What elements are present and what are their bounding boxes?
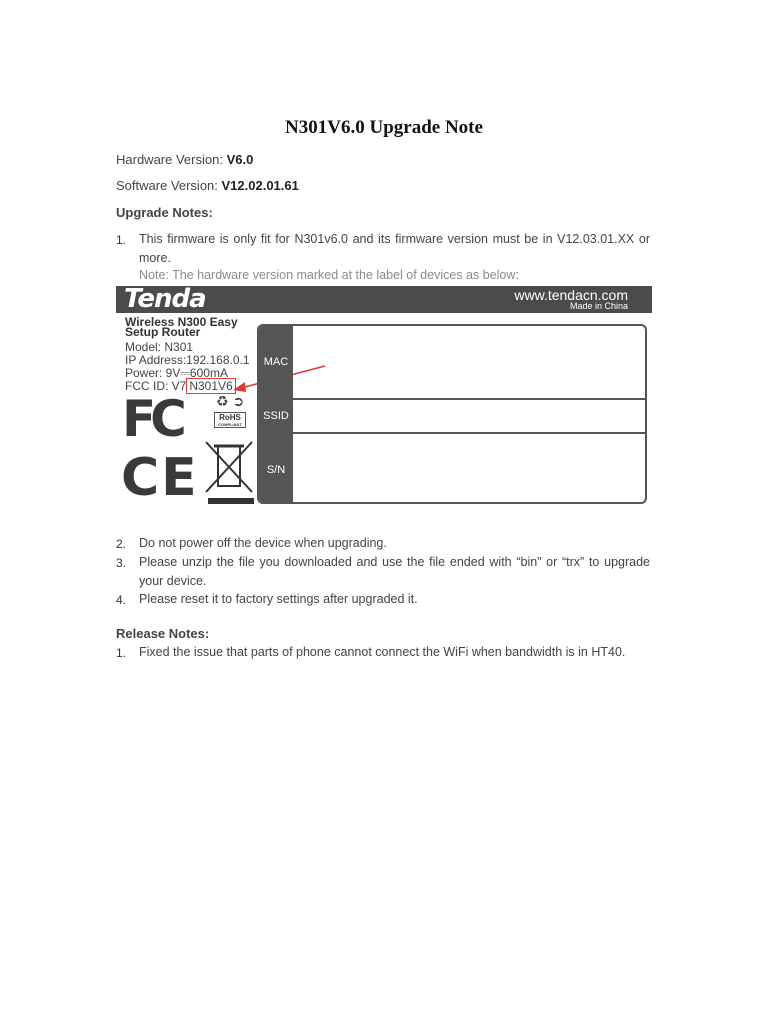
page-title: N301V6.0 Upgrade Note (285, 117, 483, 138)
device-label-image (116, 286, 652, 510)
label-field-ssid-tab: SSID (259, 400, 293, 432)
ip-address-spec: IP Address:192.168.0.1 (125, 353, 250, 367)
upgrade-note-text: Please reset it to factory settings after upgraded it. (139, 592, 418, 606)
software-version-value: V12.02.01.61 (221, 178, 299, 193)
label-field-mac-tab: MAC (259, 326, 293, 398)
model-spec: Model: N301 (125, 340, 194, 354)
fcc-id-highlight: N301V6 (186, 378, 235, 394)
product-name-line2: Setup Router (125, 325, 201, 339)
hardware-version-label: Hardware Version: (116, 152, 223, 167)
product-name-line1: Wireless N300 Easy (125, 315, 238, 329)
label-header (116, 286, 652, 313)
fcc-logo: FC (122, 390, 181, 448)
software-version-line (116, 178, 299, 193)
upgrade-note-number: 1. (116, 233, 127, 247)
label-divider (259, 432, 647, 434)
recycle-icon: ♻ ➲ (216, 393, 245, 409)
rohs-text: RoHS (219, 413, 241, 422)
upgrade-notes-heading: Upgrade Notes: (116, 205, 213, 220)
upgrade-note-number: 3. (116, 556, 127, 570)
release-note-number: 1. (116, 646, 127, 660)
ce-logo: CE (121, 448, 199, 508)
fcc-id-prefix: FCC ID: V7 (125, 379, 187, 393)
rohs-mark (214, 412, 246, 428)
label-fields-box (257, 324, 647, 504)
label-divider (259, 398, 647, 400)
upgrade-note-text: This firmware is only fit for N301v6.0 and its firmware version must be in V12.03.01.XX or more. (139, 232, 650, 265)
label-field-sn-tab: S/N (259, 434, 293, 504)
hardware-label-note: Note: The hardware version marked at the label of devices as below: (139, 268, 519, 282)
software-version-label: Software Version: (116, 178, 218, 193)
upgrade-note-number: 4. (116, 593, 127, 607)
power-spec: Power: 9V⎓600mA (125, 366, 228, 380)
weee-bin-icon (204, 436, 256, 506)
made-in-text: Made in China (569, 301, 628, 311)
brand-url: www.tendacn.com (514, 287, 628, 303)
release-note-text: Fixed the issue that parts of phone cannot connect the WiFi when bandwidth is in HT40. (139, 645, 626, 659)
upgrade-note-number: 2. (116, 537, 127, 551)
release-notes-heading: Release Notes: (116, 626, 210, 641)
hardware-version-value: V6.0 (226, 152, 254, 167)
upgrade-note-text: Please unzip the file you downloaded and use the file ended with “bin” or “trx” to upgrade your device. (139, 555, 650, 588)
brand-logo: Tenda (124, 284, 206, 314)
hardware-version-line (116, 152, 253, 167)
upgrade-note-text: Do not power off the device when upgrading. (139, 536, 387, 550)
rohs-subtext: COMPLIANT (218, 422, 242, 427)
